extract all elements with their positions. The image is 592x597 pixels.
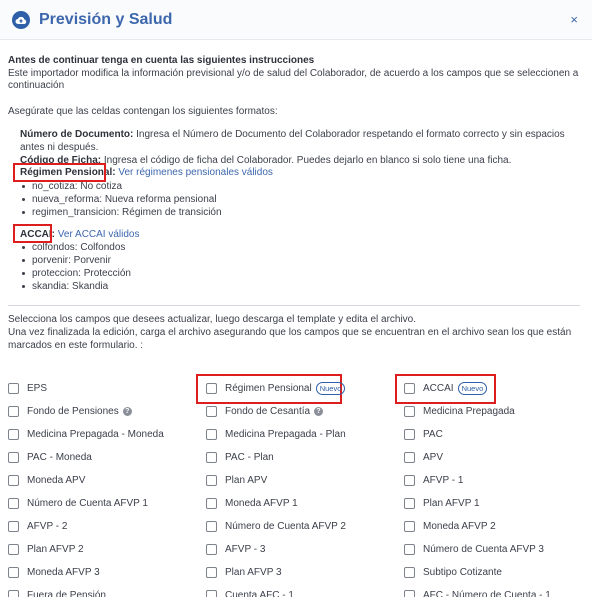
checkbox-label: Moneda AFVP 3 bbox=[27, 566, 100, 578]
checkbox-box[interactable] bbox=[206, 452, 217, 463]
checkbox-row bbox=[0, 427, 592, 450]
doc-format-line bbox=[20, 129, 584, 154]
checkbox-label: Número de Cuenta AFVP 3 bbox=[423, 543, 544, 555]
checkbox-box[interactable] bbox=[404, 544, 415, 555]
regimen-format-line bbox=[20, 167, 584, 180]
accai-format-line bbox=[20, 229, 584, 242]
checkbox-box[interactable] bbox=[404, 406, 415, 417]
checkbox-box[interactable] bbox=[206, 567, 217, 578]
checkbox-item[interactable] bbox=[8, 565, 100, 579]
checkbox-box[interactable] bbox=[404, 567, 415, 578]
checkbox-item[interactable] bbox=[206, 473, 267, 487]
checkbox-label: Moneda APV bbox=[27, 474, 86, 486]
divider bbox=[8, 305, 580, 306]
checkbox-label: APV bbox=[423, 451, 444, 463]
cloud-upload-icon bbox=[12, 11, 30, 29]
checkbox-box[interactable] bbox=[404, 498, 415, 509]
checkbox-item[interactable] bbox=[206, 496, 298, 510]
checkbox-box[interactable] bbox=[8, 544, 19, 555]
checkbox-medicina-prepagada[interactable] bbox=[404, 404, 515, 418]
checkbox-label: AFVP - 1 bbox=[423, 474, 464, 486]
checkbox-item[interactable] bbox=[206, 542, 265, 556]
checkbox-regimen-pensional[interactable] bbox=[206, 381, 345, 395]
checkbox-row bbox=[0, 473, 592, 496]
checkbox-label: Subtipo Cotizante bbox=[423, 566, 502, 578]
checkbox-box[interactable] bbox=[404, 452, 415, 463]
checkbox-item[interactable] bbox=[8, 450, 92, 464]
list-item: proteccion: Protección bbox=[20, 267, 584, 280]
checkbox-accai[interactable] bbox=[404, 381, 487, 395]
checkbox-label: PAC - Moneda bbox=[27, 451, 92, 463]
accai-valid-link[interactable]: Ver ACCAI válidos bbox=[57, 228, 140, 240]
regimen-valid-link[interactable]: Ver régimenes pensionales válidos bbox=[118, 167, 273, 179]
checkbox-box[interactable] bbox=[206, 544, 217, 555]
checkbox-fondo-pensiones[interactable] bbox=[8, 404, 132, 418]
checkbox-label: Cuenta AFC - 1 bbox=[225, 589, 294, 597]
checkbox-box[interactable] bbox=[404, 383, 415, 394]
checkbox-item[interactable] bbox=[404, 427, 443, 441]
checkbox-row bbox=[0, 450, 592, 473]
modal-header bbox=[0, 0, 592, 40]
checkbox-label: Régimen Pensional bbox=[225, 382, 312, 394]
checkbox-label: Número de Cuenta AFVP 2 bbox=[225, 520, 346, 532]
instructions-panel bbox=[0, 40, 592, 352]
checkbox-box[interactable] bbox=[8, 406, 19, 417]
instructions-title: Antes de continuar tenga en cuenta las siguientes instrucciones bbox=[8, 55, 315, 66]
list-item: skandia: Skandia bbox=[20, 280, 584, 293]
checkbox-box[interactable] bbox=[404, 475, 415, 486]
checkbox-label: AFC - Número de Cuenta - 1 bbox=[423, 589, 551, 597]
accai-block bbox=[8, 229, 584, 242]
checkbox-eps[interactable] bbox=[8, 381, 47, 395]
checkbox-label: PAC - Plan bbox=[225, 451, 274, 463]
checkbox-item[interactable] bbox=[404, 565, 502, 579]
checkbox-label: PAC bbox=[423, 428, 443, 440]
info-icon[interactable]: ? bbox=[314, 407, 323, 416]
regimen-list bbox=[8, 180, 584, 219]
ficha-text: Ingresa el código de ficha del Colaborador. Puedes dejarlo en blanco si solo tiene una ficha. bbox=[101, 154, 512, 166]
checkbox-row bbox=[0, 588, 592, 597]
ficha-label: Código de Ficha: bbox=[20, 154, 102, 166]
checkbox-item[interactable] bbox=[8, 496, 148, 510]
checkbox-box[interactable] bbox=[206, 590, 217, 597]
new-badge: Nuevo bbox=[316, 382, 346, 395]
checkbox-label: Medicina Prepagada - Plan bbox=[225, 428, 346, 440]
checkbox-box[interactable] bbox=[206, 406, 217, 417]
select-instructions-1: Selecciona los campos que desees actualizar, luego descarga el template y edita el archivo. bbox=[8, 314, 417, 326]
checkbox-box[interactable] bbox=[206, 383, 217, 394]
checkbox-box[interactable] bbox=[206, 521, 217, 532]
checkbox-item[interactable] bbox=[404, 473, 463, 487]
checkbox-box[interactable] bbox=[8, 590, 19, 597]
checkbox-label: Plan AFVP 1 bbox=[423, 497, 480, 509]
checkbox-item[interactable] bbox=[206, 565, 282, 579]
checkbox-item[interactable] bbox=[206, 427, 346, 441]
checkbox-label: Plan AFVP 2 bbox=[27, 543, 84, 555]
modal-title: Previsión y Salud bbox=[39, 10, 173, 28]
format-fields bbox=[8, 129, 584, 179]
checkbox-label: AFVP - 2 bbox=[27, 520, 68, 532]
doc-label: Número de Documento: bbox=[20, 129, 134, 141]
checkbox-box[interactable] bbox=[206, 475, 217, 486]
list-item: no_cotiza: No cotiza bbox=[20, 180, 584, 193]
checkbox-item[interactable] bbox=[8, 427, 164, 441]
checkbox-box[interactable] bbox=[8, 429, 19, 440]
accai-list bbox=[8, 241, 584, 293]
checkbox-row bbox=[0, 496, 592, 519]
checkbox-label: Fuera de Pensión bbox=[27, 589, 106, 597]
checkbox-label: EPS bbox=[27, 382, 48, 394]
checkbox-box[interactable] bbox=[404, 521, 415, 532]
doc-text: Ingresa el Número de Documento del Colaborador respetando el formato correcto y sin espacios antes ni después. bbox=[20, 129, 565, 153]
checkbox-item[interactable] bbox=[206, 450, 274, 464]
checkbox-item[interactable] bbox=[404, 450, 443, 464]
checkbox-label: Fondo de Cesantía bbox=[225, 405, 311, 417]
select-instructions-2: Una vez finalizada la edición, carga el archivo asegurando que los campos que se encuentran en el archivo sean los que están marcados en este formulario. : bbox=[8, 326, 572, 351]
checkbox-box[interactable] bbox=[404, 590, 415, 597]
checkbox-label: Moneda AFVP 1 bbox=[225, 497, 298, 509]
checkbox-box[interactable] bbox=[8, 452, 19, 463]
checkbox-box[interactable] bbox=[8, 475, 19, 486]
instructions-intro: Este importador modifica la información previsional y/o de salud del Colaborador, de acuerdo a los campos que se seleccionen a continuación bbox=[8, 67, 579, 92]
checkbox-label: Medicina Prepagada bbox=[423, 405, 515, 417]
checkbox-label: Fondo de Pensiones bbox=[27, 405, 119, 417]
regimen-label: Régimen Pensional: bbox=[20, 167, 116, 179]
checkbox-box[interactable] bbox=[206, 498, 217, 509]
checkbox-row bbox=[0, 519, 592, 542]
checkbox-label: Moneda AFVP 2 bbox=[423, 520, 496, 532]
checkbox-item[interactable] bbox=[206, 588, 294, 597]
checkbox-label: Número de Cuenta AFVP 1 bbox=[27, 497, 148, 509]
checkbox-item[interactable] bbox=[8, 473, 85, 487]
checkbox-row bbox=[0, 542, 592, 565]
checkbox-label: Plan APV bbox=[225, 474, 268, 486]
checkbox-item[interactable] bbox=[8, 519, 67, 533]
checkbox-box[interactable] bbox=[8, 521, 19, 532]
info-icon[interactable]: ? bbox=[123, 407, 132, 416]
formats-intro: Asegúrate que las celdas contengan los siguientes formatos: bbox=[8, 105, 278, 117]
checkbox-box[interactable] bbox=[8, 498, 19, 509]
list-item: regimen_transicion: Régimen de transición bbox=[20, 206, 584, 219]
checkbox-box[interactable] bbox=[404, 429, 415, 440]
checkbox-item[interactable] bbox=[206, 519, 346, 533]
checkbox-box[interactable] bbox=[206, 429, 217, 440]
checkbox-item[interactable] bbox=[404, 519, 496, 533]
list-item: colfondos: Colfondos bbox=[20, 241, 584, 254]
checkbox-item[interactable] bbox=[8, 542, 84, 556]
list-item: porvenir: Porvenir bbox=[20, 254, 584, 267]
checkbox-item[interactable] bbox=[8, 588, 106, 597]
ficha-format-line bbox=[20, 155, 584, 168]
new-badge: Nuevo bbox=[458, 382, 488, 395]
accai-label: ACCAI: bbox=[20, 228, 55, 240]
checkbox-item[interactable] bbox=[404, 542, 544, 556]
checkbox-label: ACCAI bbox=[423, 382, 454, 394]
checkbox-row bbox=[0, 404, 592, 427]
checkbox-item[interactable] bbox=[404, 496, 480, 510]
checkbox-row bbox=[0, 565, 592, 588]
checkbox-box[interactable] bbox=[8, 567, 19, 578]
close-button[interactable]: × bbox=[570, 12, 578, 27]
list-item: nueva_reforma: Nueva reforma pensional bbox=[20, 193, 584, 206]
checkbox-label: Medicina Prepagada - Moneda bbox=[27, 428, 164, 440]
checkbox-item[interactable] bbox=[404, 588, 551, 597]
checkbox-row bbox=[0, 381, 592, 404]
checkbox-label: AFVP - 3 bbox=[225, 543, 266, 555]
checkbox-box[interactable] bbox=[8, 383, 19, 394]
checkbox-label: Plan AFVP 3 bbox=[225, 566, 282, 578]
checkbox-fondo-cesantia[interactable] bbox=[206, 404, 323, 418]
